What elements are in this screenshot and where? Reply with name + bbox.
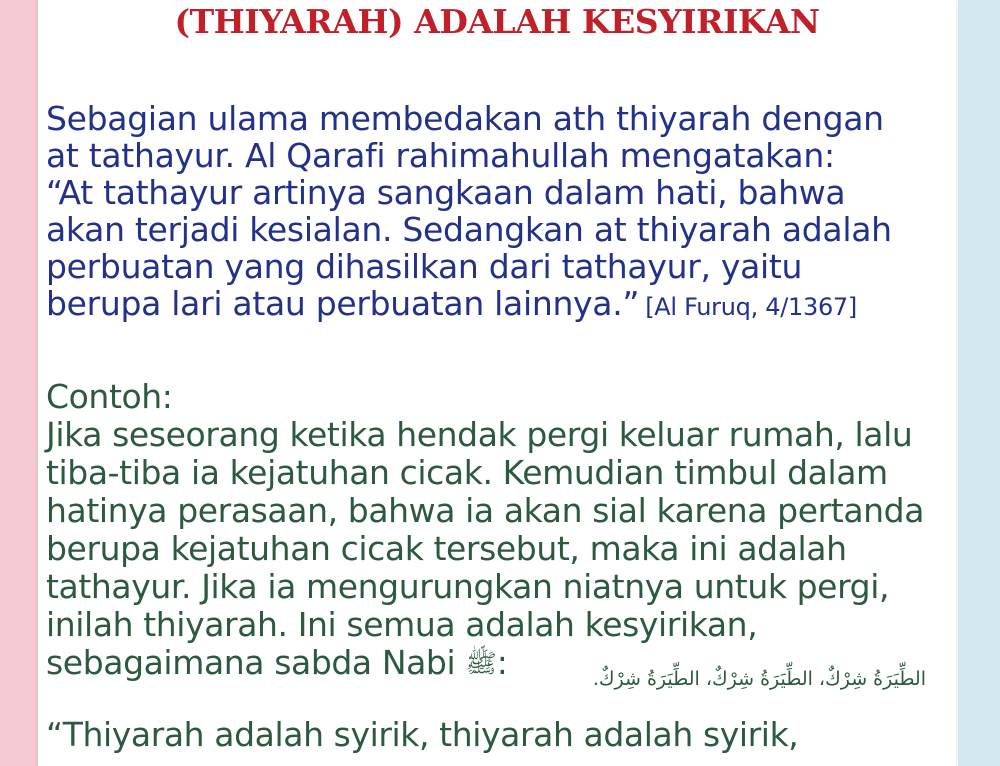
paragraph-line: Sebagian ulama membedakan ath thiyarah dengan — [46, 99, 884, 138]
saw-honorific-icon: ﷺ — [465, 649, 497, 679]
example-line-text: sebagaimana sabda Nabi — [46, 643, 456, 682]
example-line: tiba-tiba ia kejatuhan cicak. Kemudian timbul dalam — [46, 453, 888, 492]
hadith-translation — [46, 716, 951, 754]
right-background-band — [958, 0, 1000, 766]
example-line: hatinya perasaan, bahwa ia akan sial karena pertanda — [46, 491, 925, 530]
explanation-paragraph — [46, 100, 951, 326]
arabic-hadith-text: الطِّيَرَةُ شِرْكٌ، الطِّيَرَةُ شِرْكٌ، الطِّيَرَةُ شِرْكٌ. — [592, 668, 926, 690]
content-card — [38, 0, 956, 766]
paragraph-line: berupa lari atau perbuatan lainnya.” — [46, 284, 640, 323]
paragraph-line: akan terjadi kesialan. Sedangkan at thiyarah adalah — [46, 210, 892, 249]
example-line: berupa kejatuhan cicak tersebut, maka ini adalah — [46, 529, 847, 568]
colon: : — [496, 643, 508, 682]
example-line: Jika seseorang ketika hendak pergi keluar rumah, lalu — [46, 415, 913, 454]
example-heading: Contoh: — [46, 377, 173, 416]
left-background-band — [0, 0, 42, 766]
page-title: (THIYARAH) ADALAH KESYIRIKAN — [174, 2, 820, 41]
example-section — [46, 378, 951, 683]
example-line: inilah thiyarah. Ini semua adalah kesyirikan, — [46, 605, 758, 644]
example-line: tathayur. Jika ia mengurungkan niatnya untuk pergi, — [46, 567, 890, 606]
paragraph-line: perbuatan yang dihasilkan dari tathayur, yaitu — [46, 247, 803, 286]
quote-line: “Thiyarah adalah syirik, thiyarah adalah syirik, — [46, 715, 799, 754]
paragraph-last-line — [46, 285, 951, 326]
paragraph-line: at tathayur. Al Qarafi rahimahullah mengatakan: — [46, 136, 835, 175]
paragraph-line: “At tathayur artinya sangkaan dalam hati, bahwa — [46, 173, 846, 212]
citation-reference: [Al Furuq, 4/1367] — [645, 293, 857, 321]
